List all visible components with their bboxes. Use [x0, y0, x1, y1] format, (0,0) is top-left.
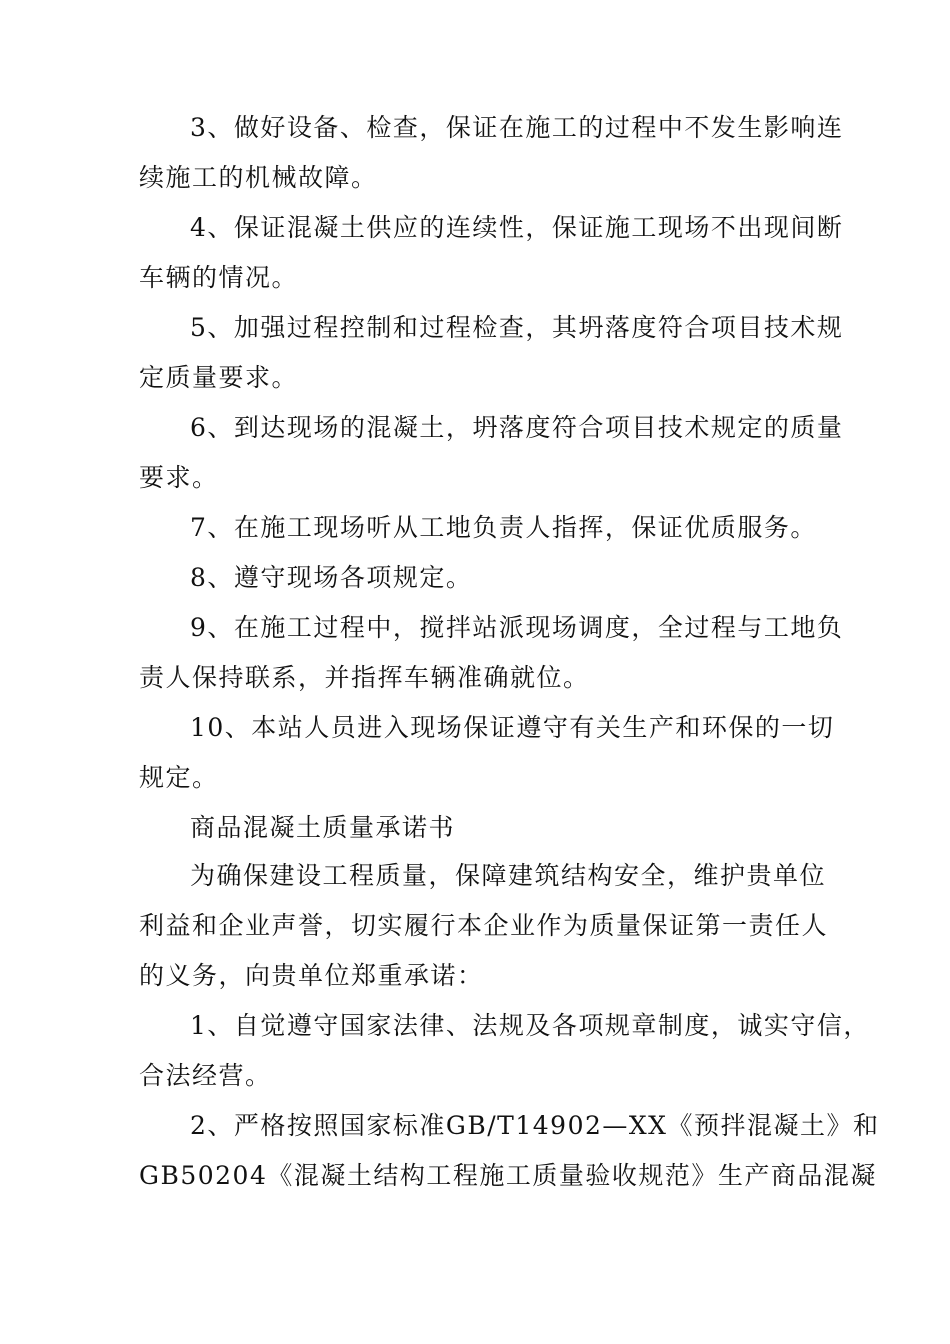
text-line: 10、本站人员进入现场保证遵守有关生产和环保的一切 — [190, 713, 835, 742]
text-line: 要求。 — [139, 463, 219, 492]
text-line: 续施工的机械故障。 — [139, 163, 378, 192]
text-line: 3、做好设备、检查，保证在施工的过程中不发生影响连 — [190, 113, 844, 142]
text-line: 5、加强过程控制和过程检查，其坍落度符合项目技术规 — [190, 313, 844, 342]
text-line: 2、严格按照国家标准GB/T14902—XX《预拌混凝土》和 — [190, 1111, 880, 1140]
text-line: GB50204《混凝土结构工程施工质量验收规范》生产商品混凝 — [139, 1161, 877, 1190]
text-line: 7、在施工现场听从工地负责人指挥，保证优质服务。 — [190, 513, 817, 542]
text-line: 6、到达现场的混凝土，坍落度符合项目技术规定的质量 — [190, 413, 844, 442]
section-heading: 商品混凝土质量承诺书 — [190, 813, 456, 842]
text-line: 的义务，向贵单位郑重承诺： — [139, 961, 484, 990]
text-line: 1、自觉遵守国家法律、法规及各项规章制度，诚实守信， — [190, 1011, 870, 1040]
text-line: 8、遵守现场各项规定。 — [190, 563, 473, 592]
text-line: 为确保建设工程质量，保障建筑结构安全，维护贵单位 — [190, 861, 827, 890]
text-line: 责人保持联系，并指挥车辆准确就位。 — [139, 663, 590, 692]
text-line: 利益和企业声誉，切实履行本企业作为质量保证第一责任人 — [139, 911, 829, 940]
text-line: 9、在施工过程中，搅拌站派现场调度，全过程与工地负 — [190, 613, 844, 642]
text-line: 合法经营。 — [139, 1061, 272, 1090]
text-line: 定质量要求。 — [139, 363, 299, 392]
text-line: 4、保证混凝土供应的连续性，保证施工现场不出现间断 — [190, 213, 844, 242]
text-line: 车辆的情况。 — [139, 263, 299, 292]
text-line: 规定。 — [139, 763, 219, 792]
